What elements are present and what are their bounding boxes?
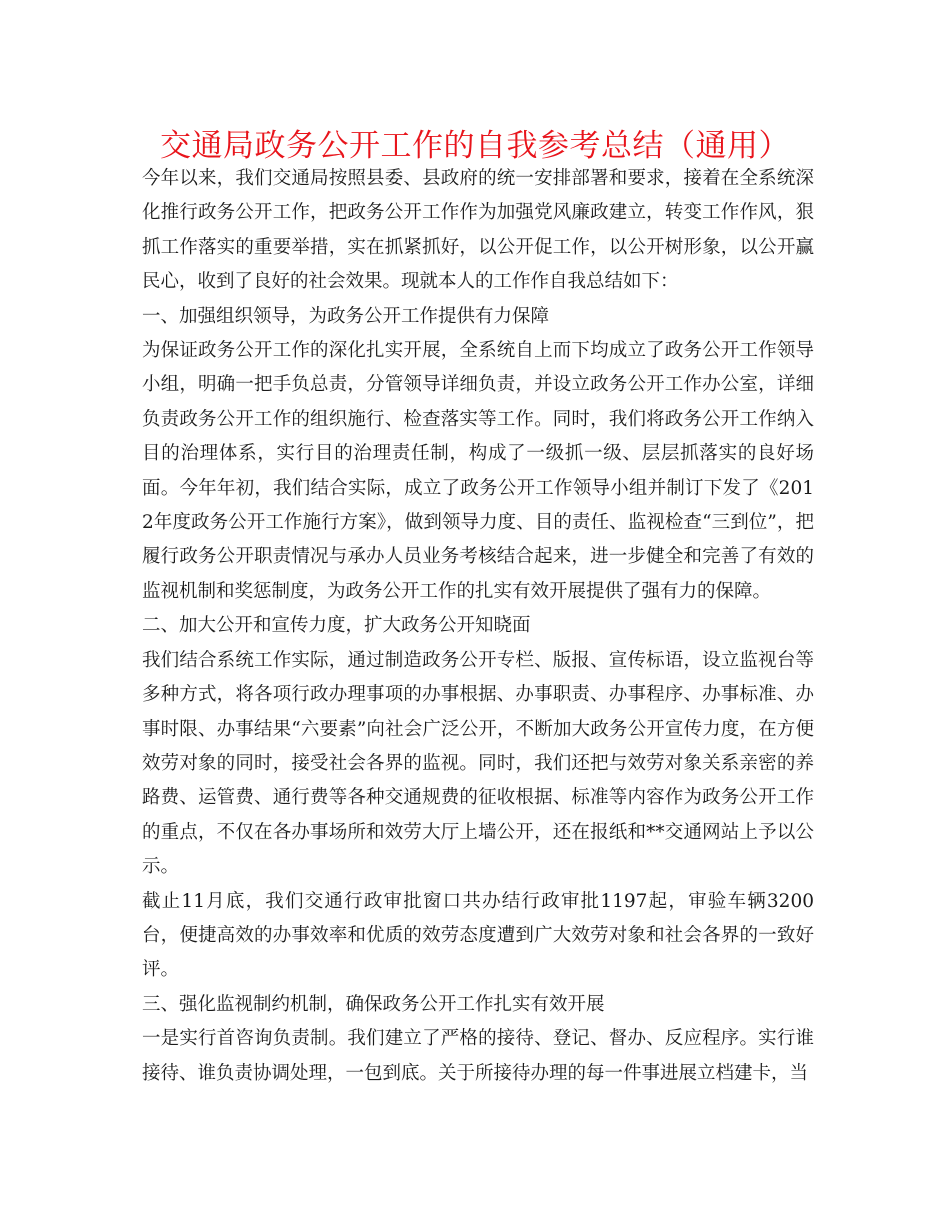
section-heading-2: 二、加大公开和宣传力度，扩大政务公开知晓面 xyxy=(142,615,531,637)
section-1-paragraph: 为保证政务公开工作的深化扎实开展，全系统自上而下均成立了政务公开工作领导小组，明确一把手负总责，分管领导详细负责，并设立政务公开工作办公室，详细负责政务公开工作的组织施行、检查落实等工作。同时，我们将政务公开工作纳入目的治理体系，实行目的治理责任制，构成了一级抓一级、层层抓落实的良好场面。今年年初，我们结合实际，成立了政务公开工作领导小组并制订下发了《2012年度政务公开工作施行方案》，做到领导力度、目的责任、监视检查“三到位”，把履行政务公开职责情况与承办人员业务考核结合起来，进一步健全和完善了有效的监视机制和奖惩制度，为政务公开工作的扎实有效开展提供了强有力的保障。 xyxy=(142,340,814,602)
section-heading-1: 一、加强组织领导，为政务公开工作提供有力保障 xyxy=(142,305,550,327)
document-body xyxy=(142,162,814,1091)
statistics-paragraph: 截止11月底，我们交通行政审批窗口共办结行政审批1197起，审验车辆3200台，便捷高效的办事效率和优质的效劳态度遭到广大效劳对象和社会各界的一致好评。 xyxy=(142,890,814,981)
document-title: 交通局政务公开工作的自我参考总结（通用） xyxy=(160,128,790,164)
section-2-paragraph: 我们结合系统工作实际，通过制造政务公开专栏、版报、宣传标语，设立监视台等多种方式，将各项行政办理事项的办事根据、办事职责、办事程序、办事标准、办事时限、办事结果“六要素”向社会广泛公开，不断加大政务公开宣传力度，在方便效劳对象的同时，接受社会各界的监视。同时，我们还把与效劳对象关系亲密的养路费、运管费、通行费等各种交通规费的征收根据、标准等内容作为政务公开工作的重点，不仅在各办事场所和效劳大厅上墙公开，还在报纸和**交通网站上予以公示。 xyxy=(142,649,814,878)
section-heading-3: 三、强化监视制约机制，确保政务公开工作扎实有效开展 xyxy=(142,993,605,1015)
intro-paragraph: 今年以来，我们交通局按照县委、县政府的统一安排部署和要求，接着在全系统深化推行政务公开工作，把政务公开工作作为加强党风廉政建立，转变工作作风，狠抓工作落实的重要举措，实在抓紧抓好，以公开促工作，以公开树形象，以公开赢民心，收到了良好的社会效果。现就本人的工作作自我总结如下： xyxy=(142,168,814,293)
section-3-paragraph: 一是实行首咨询负责制。我们建立了严格的接待、登记、督办、反应程序。实行谁接待、谁负责协调处理，一包到底。关于所接待办理的每一件事进展立档建卡，当 xyxy=(142,1028,814,1084)
